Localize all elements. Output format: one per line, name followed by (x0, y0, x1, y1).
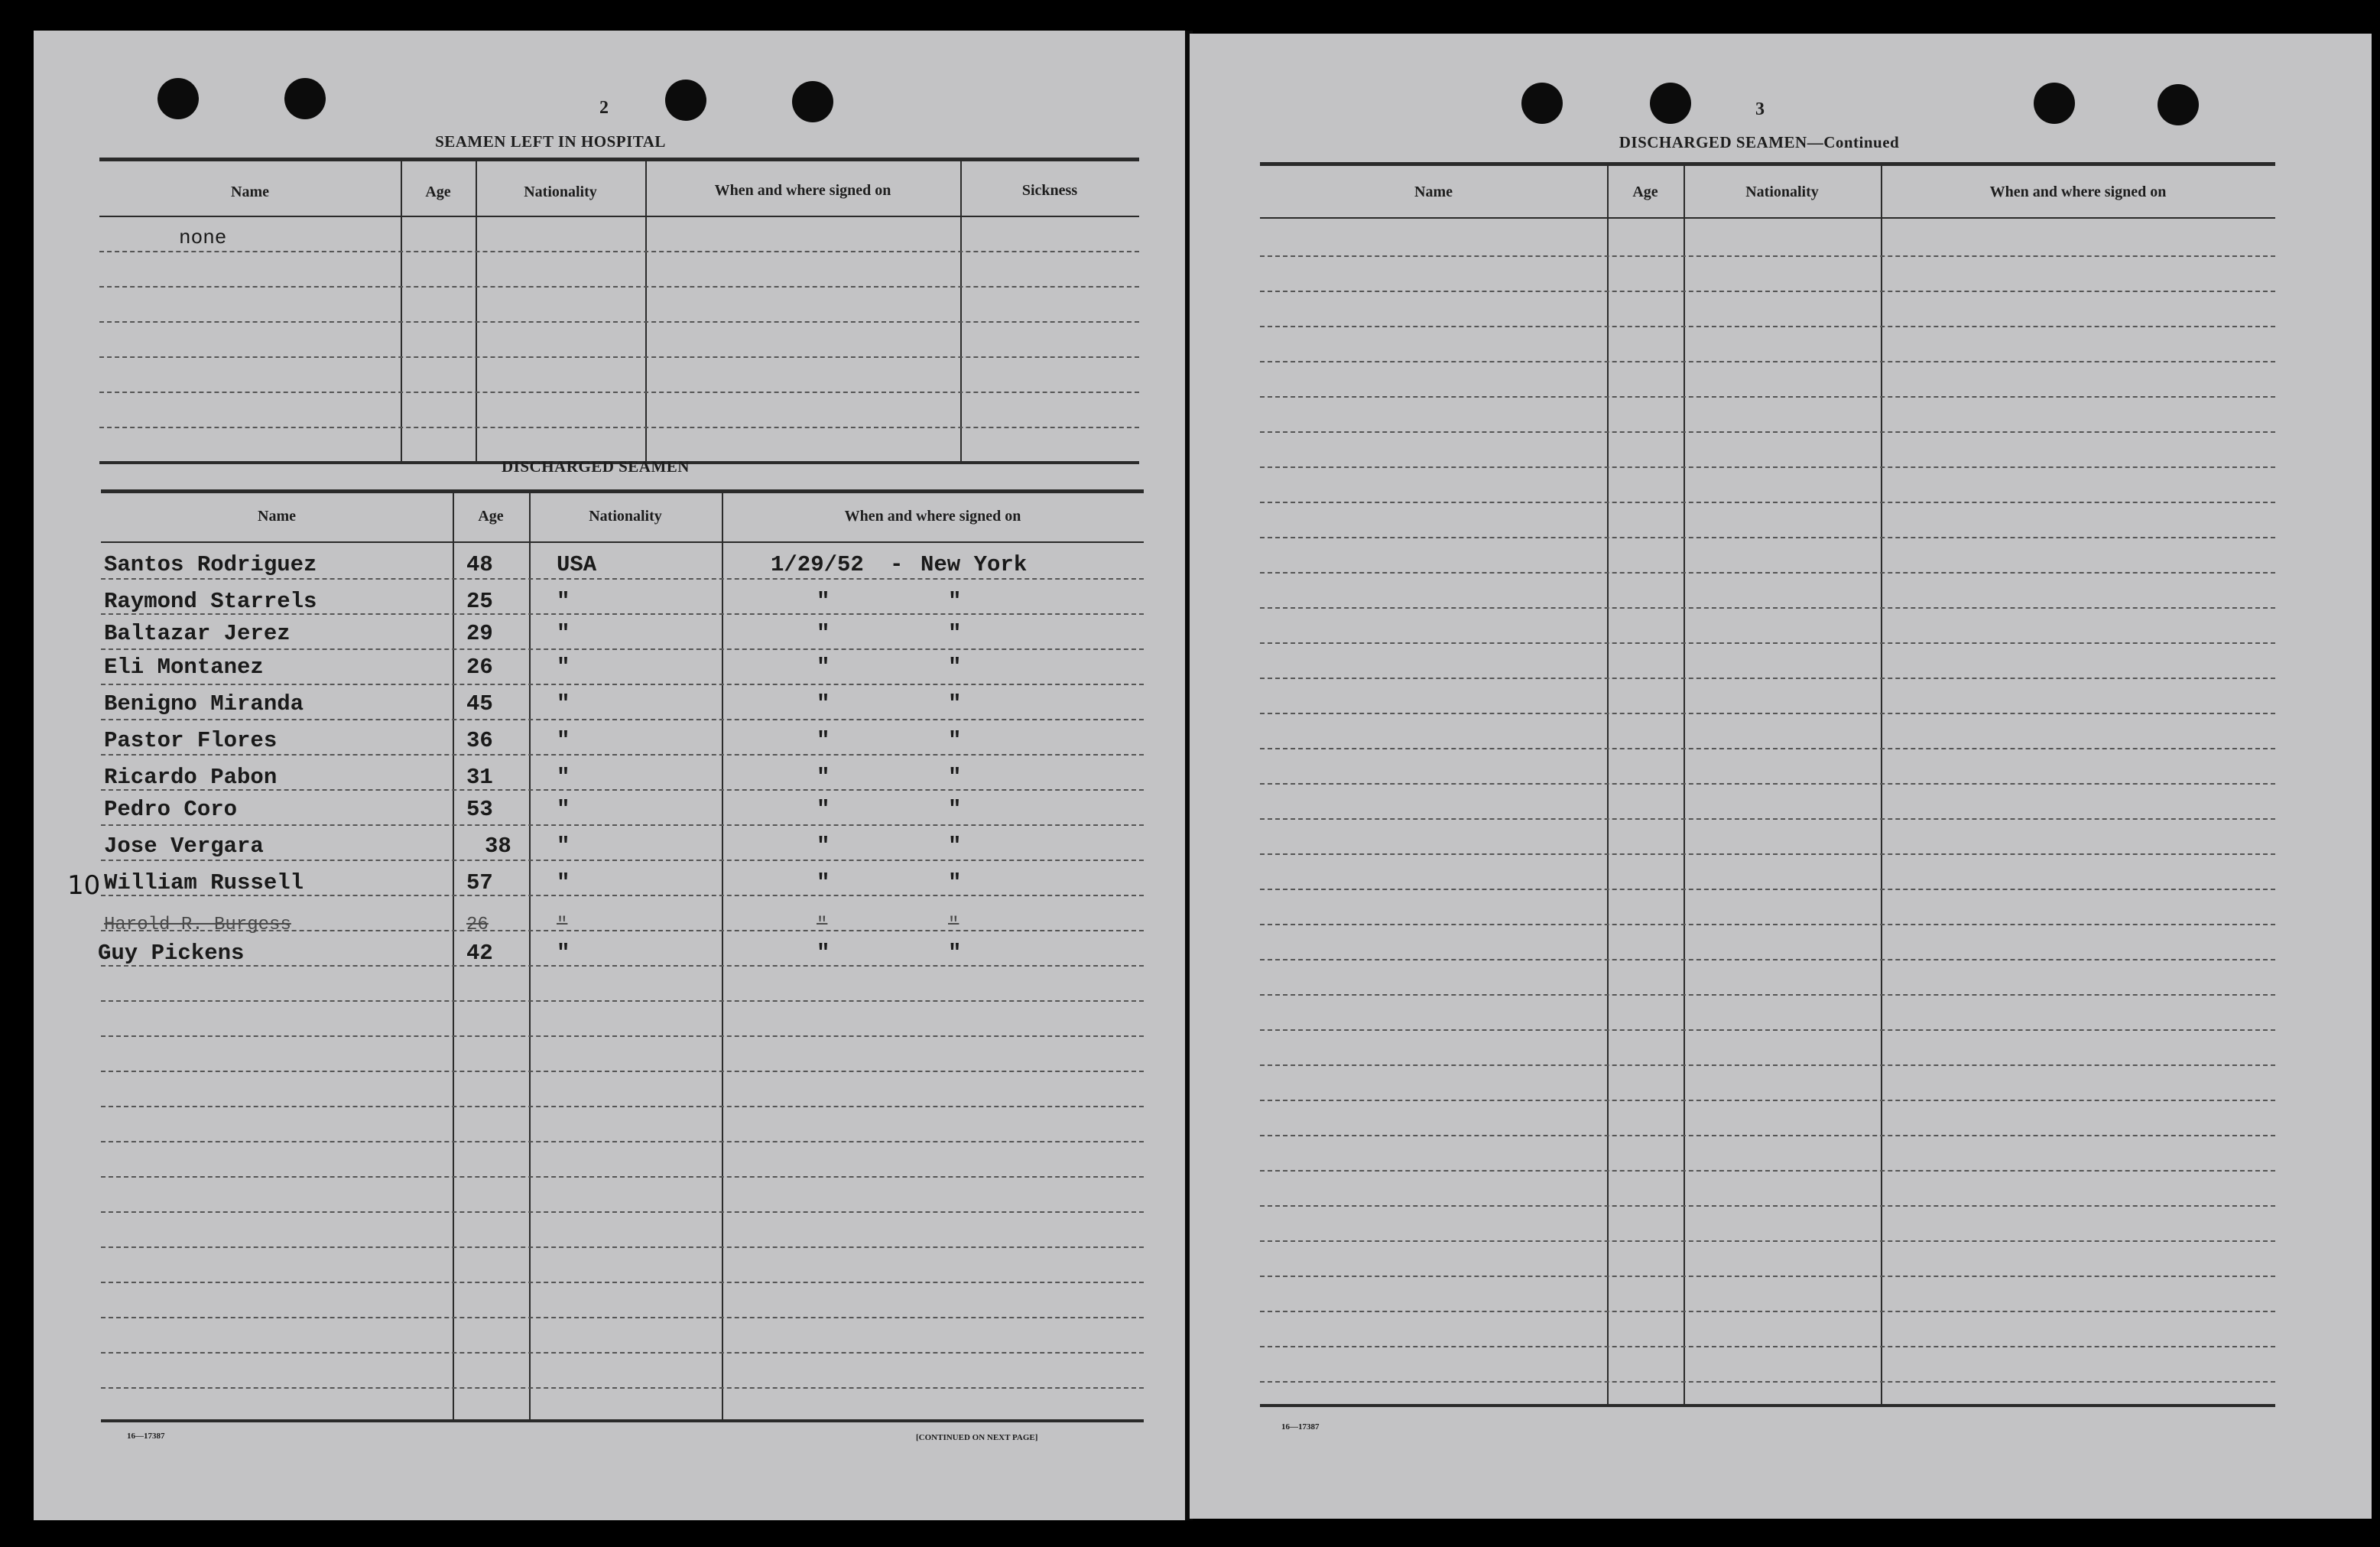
seaman-age: 42 (466, 941, 493, 966)
ruled-line (1260, 572, 2275, 574)
seaman-nationality: " (557, 834, 570, 859)
continued-col-divider (1684, 166, 1685, 1405)
seaman-name: Pedro Coro (104, 797, 238, 822)
ruled-line (1260, 1205, 2275, 1207)
seaman-nationality: " (557, 691, 570, 717)
seaman-name: Guy Pickens (98, 941, 245, 966)
ruled-line (101, 1282, 1144, 1283)
page-number: 3 (1755, 99, 1765, 119)
ruled-line (1260, 1170, 2275, 1172)
ruled-line (1260, 255, 2275, 257)
ruled-line (1260, 1100, 2275, 1101)
ruled-line (101, 824, 1144, 826)
ruled-line (1260, 959, 2275, 960)
signed-on-separator: - (890, 552, 904, 577)
ruled-line (101, 1071, 1144, 1072)
ruled-line (1260, 1311, 2275, 1312)
seaman-name: Harold R. Burgess (104, 915, 291, 935)
discharged-header-rule (101, 541, 1144, 543)
ruled-line (101, 1000, 1144, 1002)
ruled-line (1260, 924, 2275, 925)
seaman-name: Raymond Starrels (104, 589, 317, 614)
discharged-header-age: Age (478, 508, 504, 525)
signed-on-place: " (948, 728, 962, 753)
ruled-line (101, 684, 1144, 685)
margin-note: 10 (67, 870, 101, 901)
ruled-line (1260, 748, 2275, 749)
seaman-age: 26 (466, 655, 493, 680)
discharged-section-title: DISCHARGED SEAMEN (502, 457, 690, 476)
ruled-line (1260, 642, 2275, 644)
ruled-line (1260, 537, 2275, 538)
form-number: 16—17387 (127, 1432, 165, 1441)
seaman-nationality: " (557, 589, 570, 614)
hospital-header-when-where: When and where signed on (714, 182, 891, 199)
signed-on-place: " (948, 691, 962, 717)
signed-on-date: " (817, 915, 828, 935)
punch-hole (1521, 83, 1563, 124)
seaman-age: 53 (466, 797, 493, 822)
hospital-col-divider (960, 161, 962, 464)
seaman-name: Ricardo Pabon (104, 765, 278, 790)
signed-on-place: " (948, 870, 962, 895)
ruled-line (101, 719, 1144, 720)
form-number: 16—17387 (1281, 1422, 1320, 1432)
ruled-line (1260, 1276, 2275, 1277)
ruled-line (101, 1035, 1144, 1037)
signed-on-date: " (817, 797, 830, 822)
ruled-line (1260, 607, 2275, 609)
ruled-line (1260, 1346, 2275, 1347)
signed-on-date: " (817, 765, 830, 790)
signed-on-date: " (817, 621, 830, 646)
seaman-age: 26 (466, 915, 489, 935)
ruled-line (101, 578, 1144, 580)
hospital-row-line (99, 286, 1139, 288)
ruled-line (1260, 1381, 2275, 1383)
hospital-top-rule (99, 158, 1139, 161)
signed-on-date: " (817, 691, 830, 717)
ruled-line (1260, 361, 2275, 362)
ruled-line (1260, 291, 2275, 292)
ruled-line (101, 1352, 1144, 1354)
ruled-line (1260, 396, 2275, 398)
signed-on-place: " (948, 765, 962, 790)
seaman-nationality: " (557, 797, 570, 822)
seaman-age: 31 (466, 765, 493, 790)
punch-hole (2034, 83, 2075, 124)
signed-on-date: " (817, 870, 830, 895)
punch-hole (284, 78, 326, 119)
ruled-line (1260, 502, 2275, 503)
hospital-header-rule (99, 216, 1139, 217)
ruled-line (101, 1176, 1144, 1178)
continued-header-when-where: When and where signed on (1989, 184, 2167, 200)
discharged-top-rule (101, 489, 1144, 493)
seaman-nationality: USA (557, 552, 597, 577)
seaman-nationality: " (557, 870, 570, 895)
seaman-nationality: " (557, 915, 568, 935)
continued-bottom-rule (1260, 1404, 2275, 1407)
right-page (1190, 34, 2372, 1519)
ruled-line (1260, 1135, 2275, 1136)
seaman-age: 38 (485, 834, 511, 859)
seaman-nationality: " (557, 728, 570, 753)
hospital-entry: none (179, 226, 227, 249)
seaman-name: Jose Vergara (104, 834, 264, 859)
seaman-nationality: " (557, 621, 570, 646)
ruled-line (101, 1106, 1144, 1107)
hospital-col-divider (645, 161, 647, 464)
ruled-line (101, 1387, 1144, 1389)
hospital-header-nationality: Nationality (524, 184, 597, 200)
ruled-line (101, 648, 1144, 650)
signed-on-date: " (817, 728, 830, 753)
seaman-age: 29 (466, 621, 493, 646)
seaman-age: 25 (466, 589, 493, 614)
ruled-line (1260, 818, 2275, 820)
hospital-row-line (99, 427, 1139, 428)
ruled-line (1260, 678, 2275, 679)
ruled-line (101, 1141, 1144, 1142)
seaman-name: Baltazar Jerez (104, 621, 291, 646)
seaman-name: Pastor Flores (104, 728, 278, 753)
continued-header-age: Age (1632, 184, 1658, 200)
signed-on-date: 1/29/52 (771, 552, 864, 577)
hospital-row-line (99, 392, 1139, 393)
hospital-header-name: Name (231, 184, 269, 200)
ruled-line (101, 1211, 1144, 1213)
ruled-line (1260, 889, 2275, 890)
continued-col-divider (1607, 166, 1609, 1405)
ruled-line (1260, 326, 2275, 327)
continued-header-nationality: Nationality (1745, 184, 1819, 200)
hospital-header-age: Age (425, 184, 451, 200)
signed-on-place: " (948, 941, 962, 966)
seaman-name: Benigno Miranda (104, 691, 304, 717)
ruled-line (1260, 431, 2275, 433)
punch-hole (2158, 84, 2199, 125)
seaman-name: Eli Montanez (104, 655, 264, 680)
continued-top-rule (1260, 162, 2275, 166)
hospital-section-title: SEAMEN LEFT IN HOSPITAL (435, 132, 666, 151)
ruled-line (1260, 466, 2275, 468)
punch-hole (1650, 83, 1691, 124)
ruled-line (1260, 1064, 2275, 1066)
signed-on-place: " (948, 621, 962, 646)
continued-col-divider (1881, 166, 1882, 1405)
punch-hole (792, 81, 833, 122)
ruled-line (101, 1317, 1144, 1318)
left-page (34, 31, 1188, 1520)
hospital-col-divider (401, 161, 402, 464)
seaman-age: 45 (466, 691, 493, 717)
ruled-line (1260, 783, 2275, 785)
ruled-line (1260, 713, 2275, 714)
hospital-col-divider (476, 161, 477, 464)
signed-on-place: New York (921, 552, 1028, 577)
hospital-header-sickness: Sickness (1021, 182, 1078, 199)
seaman-nationality: " (557, 655, 570, 680)
seaman-age: 36 (466, 728, 493, 753)
ruled-line (1260, 1240, 2275, 1242)
punch-hole (157, 78, 199, 119)
ruled-line (1260, 994, 2275, 996)
discharged-bottom-rule (101, 1419, 1144, 1422)
signed-on-place: " (948, 834, 962, 859)
signed-on-place: " (948, 797, 962, 822)
ruled-line (101, 754, 1144, 756)
ruled-line (101, 860, 1144, 861)
signed-on-place: " (948, 589, 962, 614)
signed-on-place: " (948, 915, 959, 935)
ruled-line (101, 1246, 1144, 1248)
seaman-age: 57 (466, 870, 493, 895)
discharged-header-name: Name (258, 508, 296, 525)
ruled-line (101, 965, 1144, 967)
seaman-age: 48 (466, 552, 493, 577)
hospital-row-line (99, 321, 1139, 323)
continued-header-name: Name (1414, 184, 1453, 200)
hospital-row-line (99, 356, 1139, 358)
signed-on-date: " (817, 834, 830, 859)
continued-header-rule (1260, 217, 2275, 219)
seaman-name: Santos Rodriguez (104, 552, 317, 577)
signed-on-place: " (948, 655, 962, 680)
seaman-nationality: " (557, 765, 570, 790)
ruled-line (1260, 853, 2275, 855)
discharged-continued-title: DISCHARGED SEAMEN—Continued (1619, 133, 1900, 151)
hospital-row-line (99, 251, 1139, 252)
punch-hole (665, 80, 706, 121)
signed-on-date: " (817, 655, 830, 680)
seaman-nationality: " (557, 941, 570, 966)
continued-note: [CONTINUED ON NEXT PAGE] (916, 1433, 1038, 1442)
signed-on-date: " (817, 941, 830, 966)
ruled-line (1260, 1029, 2275, 1031)
page-number: 2 (599, 98, 609, 118)
signed-on-date: " (817, 589, 830, 614)
discharged-header-nationality: Nationality (589, 508, 662, 525)
discharged-header-when-where: When and where signed on (844, 508, 1021, 525)
seaman-name: William Russell (104, 870, 304, 895)
